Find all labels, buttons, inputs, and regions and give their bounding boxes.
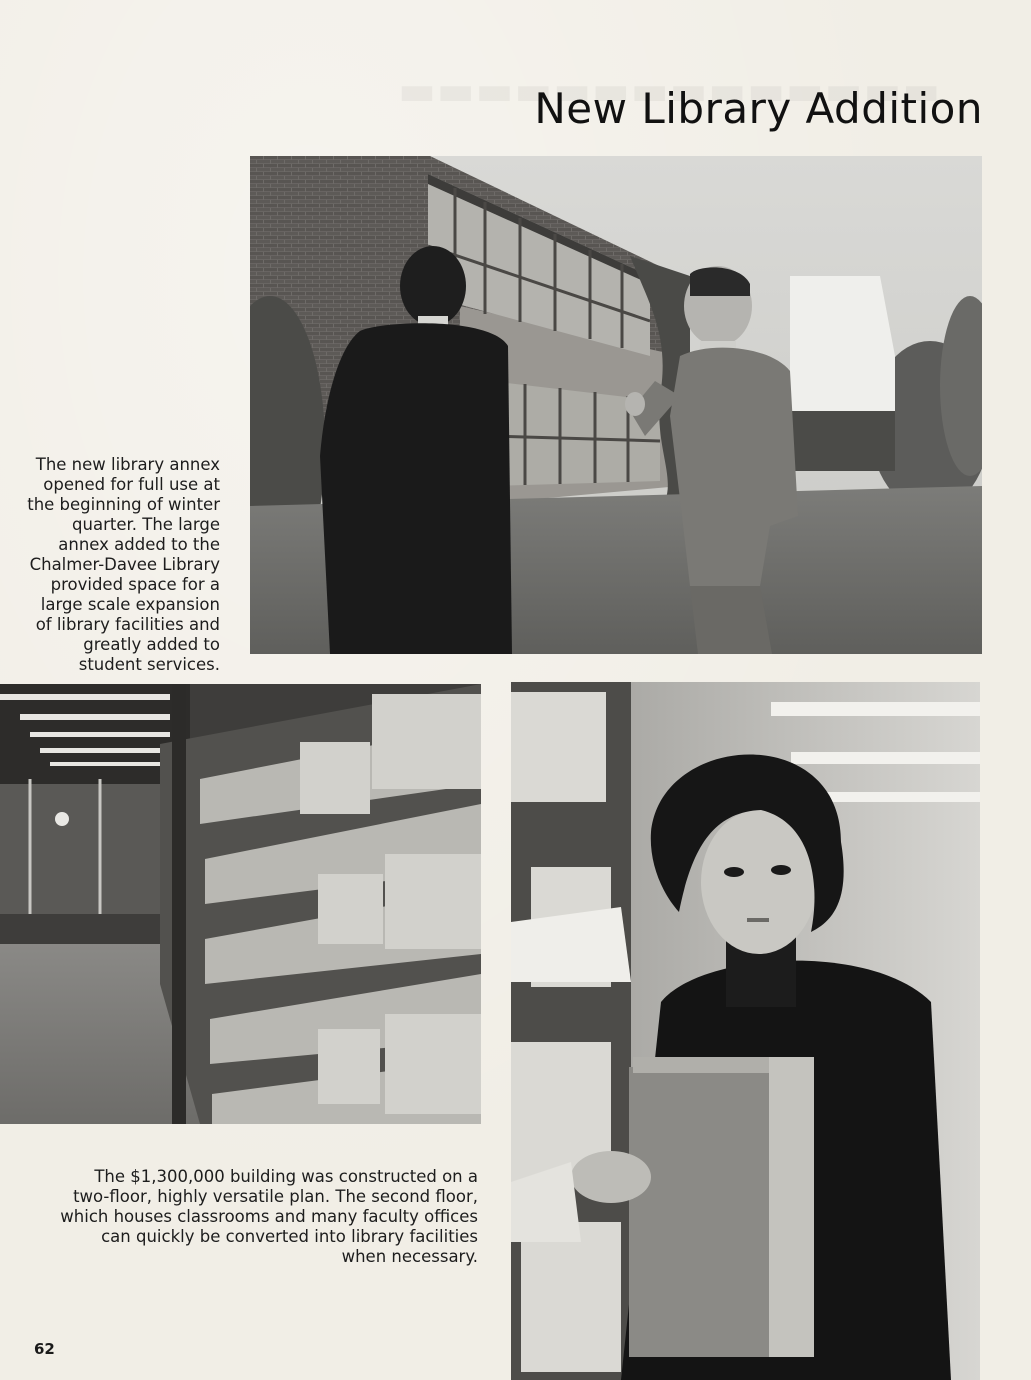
library-exterior-photo: [250, 156, 982, 654]
page-number: 62: [34, 1340, 55, 1358]
building-plan-caption: The $1,300,000 building was constructed on a two-floor, highly versatile plan. The second floor, which houses classrooms and many faculty offices can quickly be converted into library facilities when necessary.: [60, 1166, 478, 1266]
student-with-books-photo: [511, 682, 980, 1380]
library-annex-caption: The new library annex opened for full use at the beginning of winter quarter. The large annex added to the Chalmer-Davee Library provided space for a large scale expansion of library facilities and greatly added to student services.: [27, 454, 220, 674]
page-title: New Library Addition: [534, 84, 983, 134]
library-shelves-photo: [0, 684, 481, 1124]
